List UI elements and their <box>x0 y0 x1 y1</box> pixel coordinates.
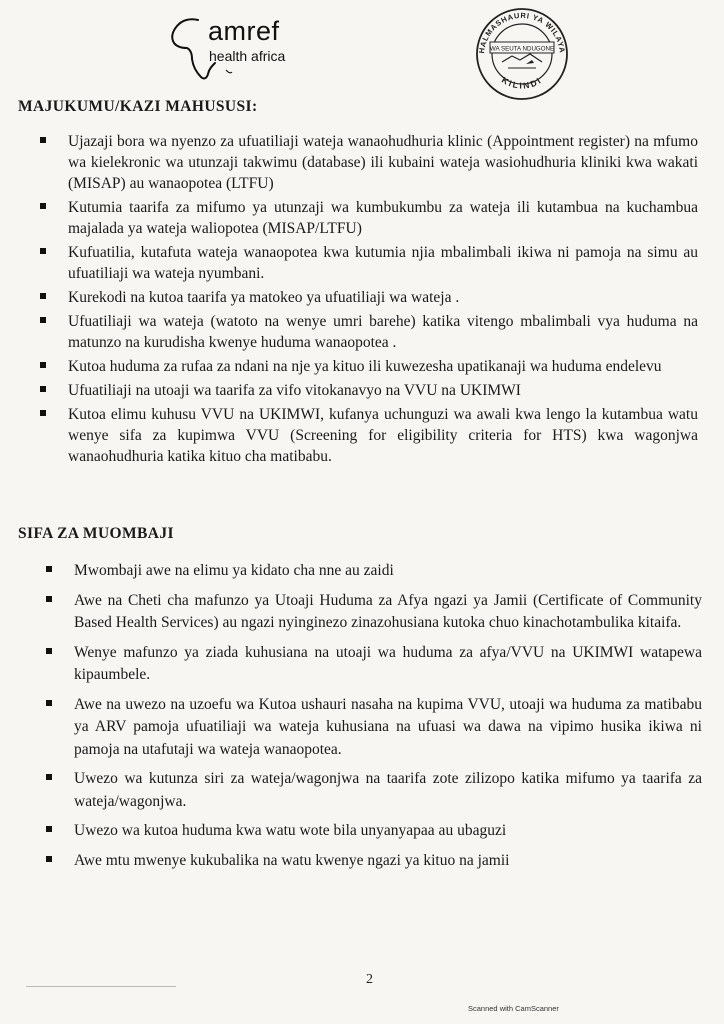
bullet-icon <box>46 596 52 602</box>
qualification-text: Mwombaji awe na elimu ya kidato cha nne au zaidi <box>74 562 394 579</box>
qualification-text: Uwezo wa kutoa huduma kwa watu wote bila unyanyapaa au ubaguzi <box>74 822 507 839</box>
duty-text: Ufuatiliaji wa wateja (watoto na wenye umri barehe) katika vitengo mbalimbali vya huduma na matunzo na kurudisha kwenye huduma wanaopotea . <box>68 313 698 351</box>
bullet-icon <box>40 362 46 368</box>
qualification-text: Awe na Cheti cha mafunzo ya Utoaji Huduma za Afya ngazi ya Jamii (Certificate of Community Based Health Services) au ngazi nyinginezo zinazohusiana kutoka chuo kinachotambulika kitaifa. <box>74 591 702 631</box>
qualification-item <box>46 820 702 843</box>
bullet-icon <box>40 317 46 323</box>
duty-text: Kutoa huduma za rufaa za ndani na nje ya kituo ili kuwezesha upatikanaji wa huduma endelevu <box>68 358 662 375</box>
duty-text: Kutoa elimu kuhusu VVU na UKIMWI, kufanya uchunguzi wa awali kwa lengo la kutambua watu wenye sifa za kupimwa VVU (Screening for eligibility criteria for HTS) kwa wagonjwa wanaohudhuria katika kituo cha matibabu. <box>68 406 698 465</box>
duty-text: Ujazaji bora wa nyenzo za ufuatiliaji wateja wanaohudhuria klinic (Appointment register) na mfumo wa kielekronic wa utunzaji takwimu (database) ili kubaini wateja wasiohudhuria kliniki kwa wakati (MISAP) au wanaopotea (LTFU) <box>68 133 698 192</box>
qualification-text: Awe mtu mwenye kukubalika na watu kwenye ngazi ya kituo na jamii <box>74 851 510 869</box>
qualification-text: Wenye mafunzo ya ziada kuhusiana na utoaji wa huduma za afya/VVU na UKIMWI watapewa kipaumbele. <box>74 643 702 683</box>
district-seal <box>468 6 576 102</box>
bullet-icon <box>40 137 46 143</box>
bullet-icon <box>40 293 46 299</box>
amref-logo <box>168 14 318 84</box>
qualification-item <box>46 850 702 873</box>
footer-rule <box>26 986 176 987</box>
bullet-icon <box>40 386 46 392</box>
qualification-text: Awe na uwezo na uzoefu wa Kutoa ushauri nasaha na kupima VVU, utoaji wa huduma za matibabu ya ARV pamoja ufuatiliaji wa wateja kuhusiana na ufuasi wa dawa na vipimo husika ikiwa ni pamoja na utafutaji wa wateja wanaopotea. <box>74 695 702 758</box>
qualification-text: Uwezo wa kutunza siri za wateja/wagonjwa na taarifa zote zilizopo katika mifumo ya taarifa za wateja/wagonjwa. <box>74 770 702 810</box>
duty-item <box>40 356 698 377</box>
brand-name: amref <box>208 16 280 46</box>
duty-item <box>40 287 698 308</box>
qualification-item <box>46 694 702 762</box>
duty-text: Kurekodi na kutoa taarifa ya matokeo ya ufuatiliaji wa wateja . <box>68 289 460 306</box>
duty-item <box>40 131 698 194</box>
duty-text: Ufuatiliaji na utoaji wa taarifa za vifo vitokanavyo na VVU na UKIMWI <box>68 382 521 399</box>
bullet-icon <box>46 826 52 832</box>
bullet-icon <box>46 774 52 780</box>
bullet-icon <box>46 566 52 572</box>
seal-stamp-icon <box>468 6 576 102</box>
duty-item <box>40 242 698 284</box>
duty-item <box>40 404 698 467</box>
qualification-item <box>46 560 702 583</box>
qualification-item <box>46 768 702 813</box>
qualifications-heading: SIFA ZA MUOMBAJI <box>18 525 174 542</box>
bullet-icon <box>46 648 52 654</box>
duties-heading: MAJUKUMU/KAZI MAHUSUSI: <box>18 98 258 115</box>
bullet-icon <box>40 203 46 209</box>
duties-list <box>40 131 698 470</box>
seal-banner-text: WA SEUTA NDUGONE <box>489 45 555 53</box>
duty-text: Kutumia taarifa za mifumo ya utunzaji wa kumbukumbu za wateja ili kutambua na kuchambua majalada ya wateja waliopotea (MISAP/LTFU) <box>68 199 698 237</box>
duty-text: Kufuatilia, kutafuta wateja wanaopotea kwa kutumia njia mbalimbali ikiwa ni pamoja na simu au ufuatiliaji wa wateja nyumbani. <box>68 244 698 282</box>
qualification-item <box>46 590 702 635</box>
duty-item <box>40 380 698 401</box>
scanner-watermark: Scanned with CamScanner <box>468 1004 559 1013</box>
brand-subtitle: health africa <box>209 48 286 64</box>
page-number: 2 <box>366 972 373 987</box>
bullet-icon <box>46 856 52 862</box>
duty-item <box>40 197 698 239</box>
qualifications-list <box>46 560 702 879</box>
seal-bottom-text: KILINDI <box>500 74 545 91</box>
seal-top-text: HALMASHAURI YA WILAYA <box>477 10 567 54</box>
svg-text:KILINDI <box>500 75 544 91</box>
bullet-icon <box>40 410 46 416</box>
duty-item <box>40 311 698 353</box>
qualification-item <box>46 642 702 687</box>
bullet-icon <box>40 248 46 254</box>
bullet-icon <box>46 700 52 706</box>
